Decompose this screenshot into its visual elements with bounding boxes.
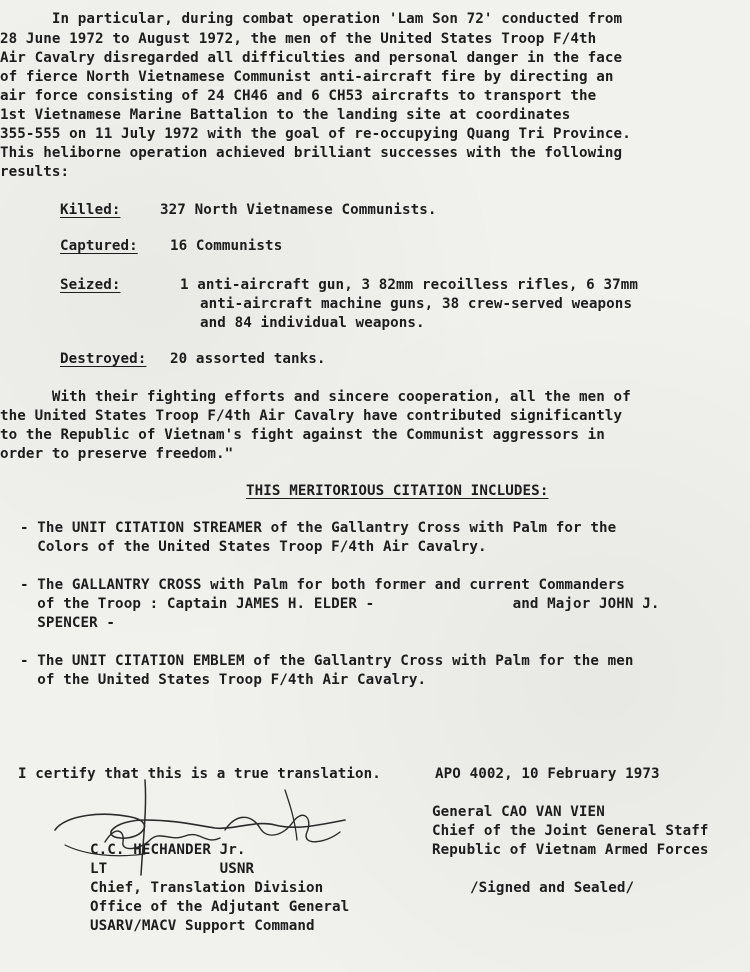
include-1-line-1: - The UNIT CITATION STREAMER of the Gallantry Cross with Palm for the [20,520,617,536]
translator-name: C.C. HECHANDER Jr. [90,842,246,858]
intro-line-1: In particular, during combat operation 'Lam Son 72' conducted from [0,11,623,27]
closing-line-1: With their fighting efforts and sincere cooperation, all the men of [0,389,631,405]
handwritten-signature [45,770,365,890]
include-1-line-2: Colors of the United States Troop F/4th Air Cavalry. [20,539,487,555]
intro-line-6: 1st Vietnamese Marine Battalion to the landing site at coordinates [0,107,571,123]
include-2-line-3: SPENCER - [20,615,116,631]
signed-sealed: /Signed and Sealed/ [470,880,635,896]
intro-line-4: of fierce North Vietnamese Communist anti-aircraft fire by directing an [0,69,614,85]
closing-line-2: the United States Troop F/4th Air Cavalry have contributed significantly [0,408,623,424]
translator-rank: LT USNR [90,861,255,877]
intro-line-5: air force consisting of 24 CH46 and 6 CH53 aircrafts to transport the [0,88,597,104]
translator-title-1: Chief, Translation Division [90,880,324,896]
intro-line-3: Air Cavalry disregarded all difficulties and personal danger in the face [0,50,623,66]
translator-title-3: USARV/MACV Support Command [90,918,315,934]
certify-text: I certify that this is a true translation. [18,766,381,782]
closing-line-4: order to preserve freedom." [0,446,234,462]
seized-line-2: anti-aircraft machine guns, 38 crew-served weapons [200,296,633,312]
general-name: General CAO VAN VIEN [432,804,605,820]
intro-line-9: results: [0,164,70,180]
seized-label: Seized: [60,277,121,293]
general-title: Chief of the Joint General Staff [432,823,709,839]
killed-label: Killed: [60,202,121,218]
killed-value: 327 North Vietnamese Communists. [160,202,437,218]
include-3-line-2: of the United States Troop F/4th Air Cavalry. [20,672,427,688]
captured-value: 16 Communists [170,238,283,254]
include-2-line-2: of the Troop : Captain JAMES H. ELDER - and Major JOHN J. [20,596,660,612]
intro-line-2: 28 June 1972 to August 1972, the men of the United States Troop F/4th [0,31,597,47]
destroyed-value: 20 assorted tanks. [170,351,326,367]
captured-label: Captured: [60,238,138,254]
apo-date: APO 4002, 10 February 1973 [435,766,660,782]
intro-line-8: This heliborne operation achieved brilliant successes with the following [0,145,623,161]
includes-heading: THIS MERITORIOUS CITATION INCLUDES: [246,483,549,499]
seized-line-1: 1 anti-aircraft gun, 3 82mm recoilless rifles, 6 37mm [180,277,639,293]
closing-line-3: to the Republic of Vietnam's fight against the Communist aggressors in [0,427,605,443]
seized-line-3: and 84 individual weapons. [200,315,425,331]
destroyed-label: Destroyed: [60,351,147,367]
general-org: Republic of Vietnam Armed Forces [432,842,709,858]
intro-line-7: 355-555 on 11 July 1972 with the goal of re-occupying Quang Tri Province. [0,126,631,142]
translator-title-2: Office of the Adjutant General [90,899,350,915]
include-3-line-1: - The UNIT CITATION EMBLEM of the Gallantry Cross with Palm for the men [20,653,634,669]
include-2-line-1: - The GALLANTRY CROSS with Palm for both former and current Commanders [20,577,625,593]
